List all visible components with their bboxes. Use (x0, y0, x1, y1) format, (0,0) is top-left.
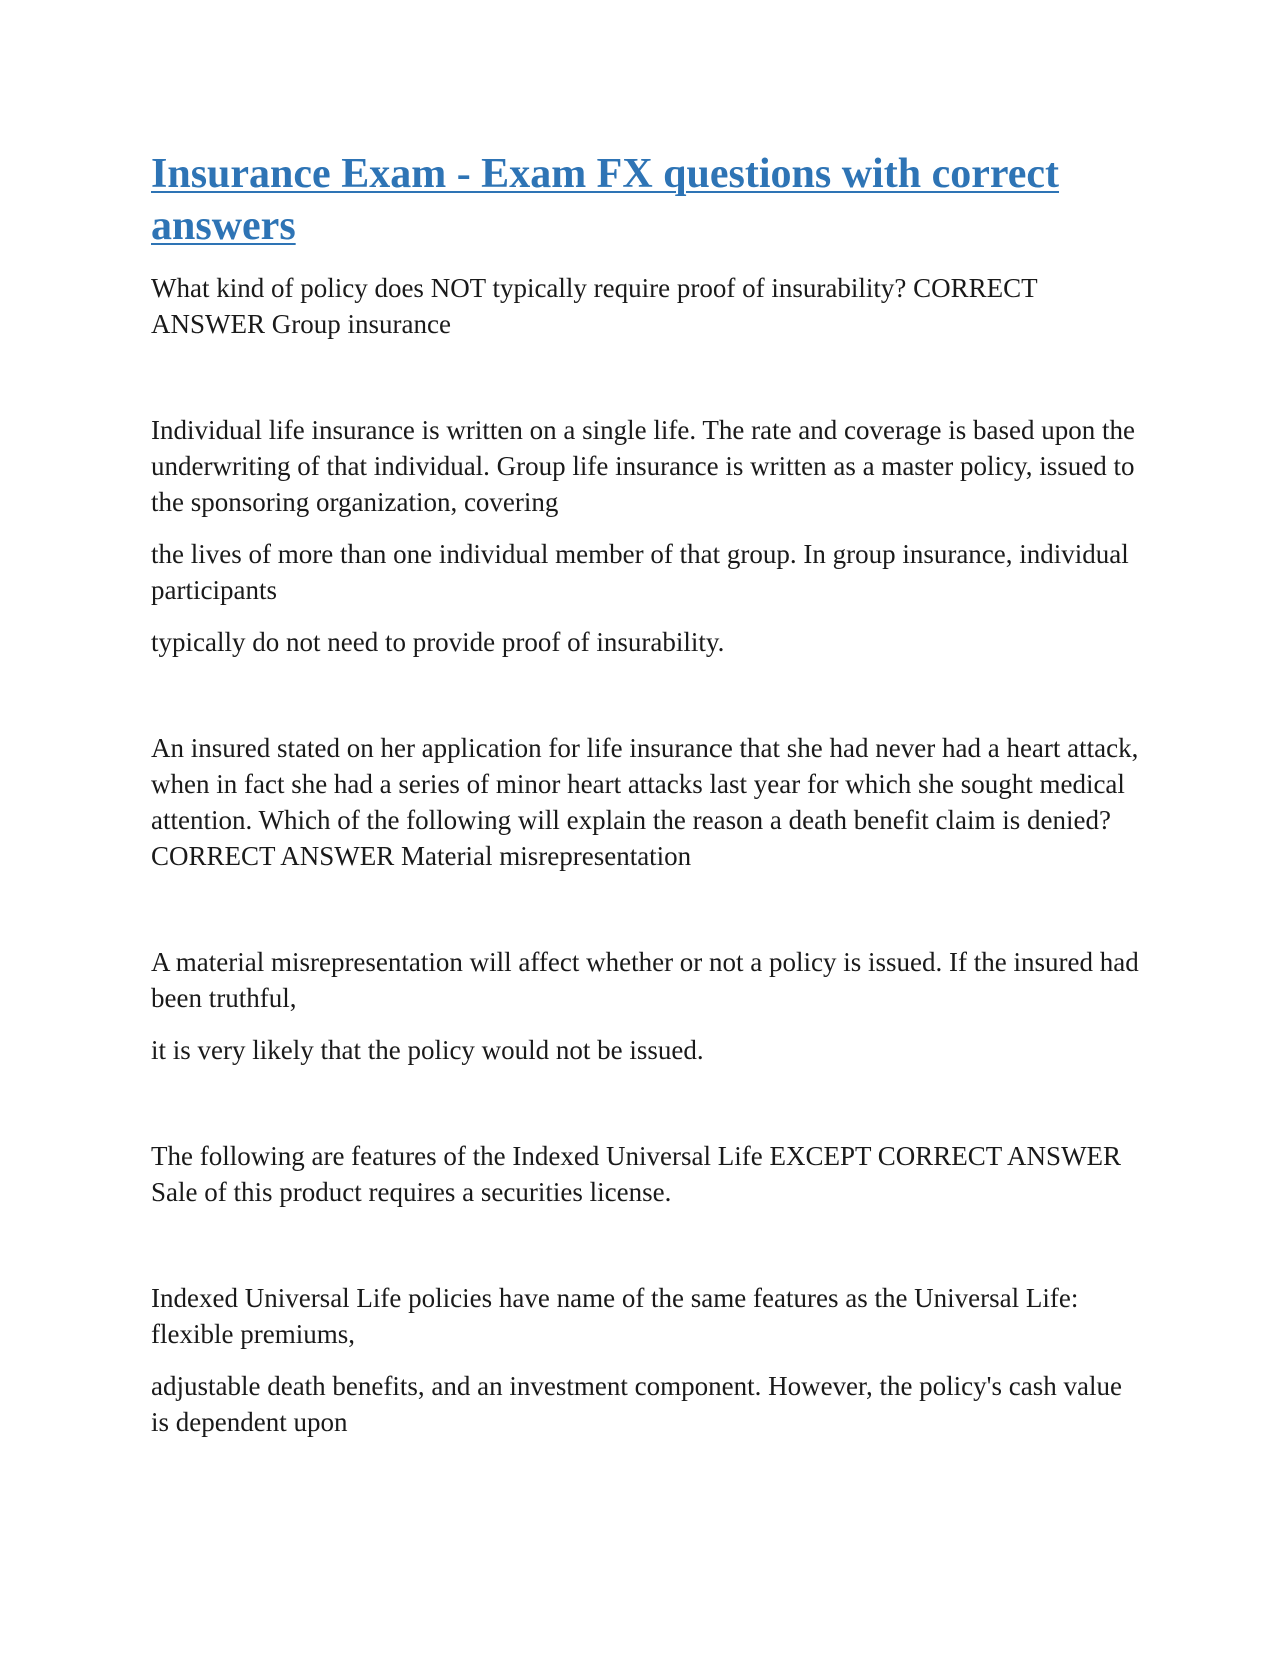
spacer (151, 1016, 1141, 1032)
document-title-link[interactable]: Insurance Exam - Exam FX questions with correct answers (151, 151, 1060, 249)
spacer (151, 874, 1141, 944)
explanation-2-part-2: it is very likely that the policy would not be issued. (151, 1035, 704, 1065)
explanation-3-part-2: adjustable death benefits, and an investment component. However, the policy's cash value is dependent upon (151, 1371, 1122, 1437)
explanation-1-part-2: the lives of more than one individual member of that group. In group insurance, individual participants (151, 539, 1129, 605)
spacer (151, 1210, 1141, 1280)
spacer (151, 660, 1141, 730)
document-page (151, 148, 1141, 1440)
spacer (151, 342, 1141, 412)
spacer (151, 520, 1141, 536)
explanation-1-part-3: typically do not need to provide proof of insurability. (151, 627, 725, 657)
question-1: What kind of policy does NOT typically require proof of insurability? CORRECT ANSWER Group insurance (151, 273, 1038, 339)
spacer (151, 608, 1141, 624)
spacer (151, 1068, 1141, 1138)
question-3: The following are features of the Indexed Universal Life EXCEPT CORRECT ANSWER Sale of this product requires a securities license. (151, 1141, 1122, 1207)
question-2: An insured stated on her application for life insurance that she had never had a heart attack, when in fact she had a series of minor heart attacks last year for which she sought medical attention. Which of the following will explain the reason a death benefit claim is denied? CORRECT ANSWER Material misrepresentation (151, 733, 1139, 871)
explanation-2-part-1: A material misrepresentation will affect whether or not a policy is issued. If the insured had been truthful, (151, 947, 1139, 1013)
explanation-3-part-1: Indexed Universal Life policies have name of the same features as the Universal Life: flexible premiums, (151, 1283, 1079, 1349)
spacer (151, 1352, 1141, 1368)
explanation-1-part-1: Individual life insurance is written on a single life. The rate and coverage is based upon the underwriting of that individual. Group life insurance is written as a master policy, issued to the sponsoring organization, covering (151, 415, 1135, 517)
